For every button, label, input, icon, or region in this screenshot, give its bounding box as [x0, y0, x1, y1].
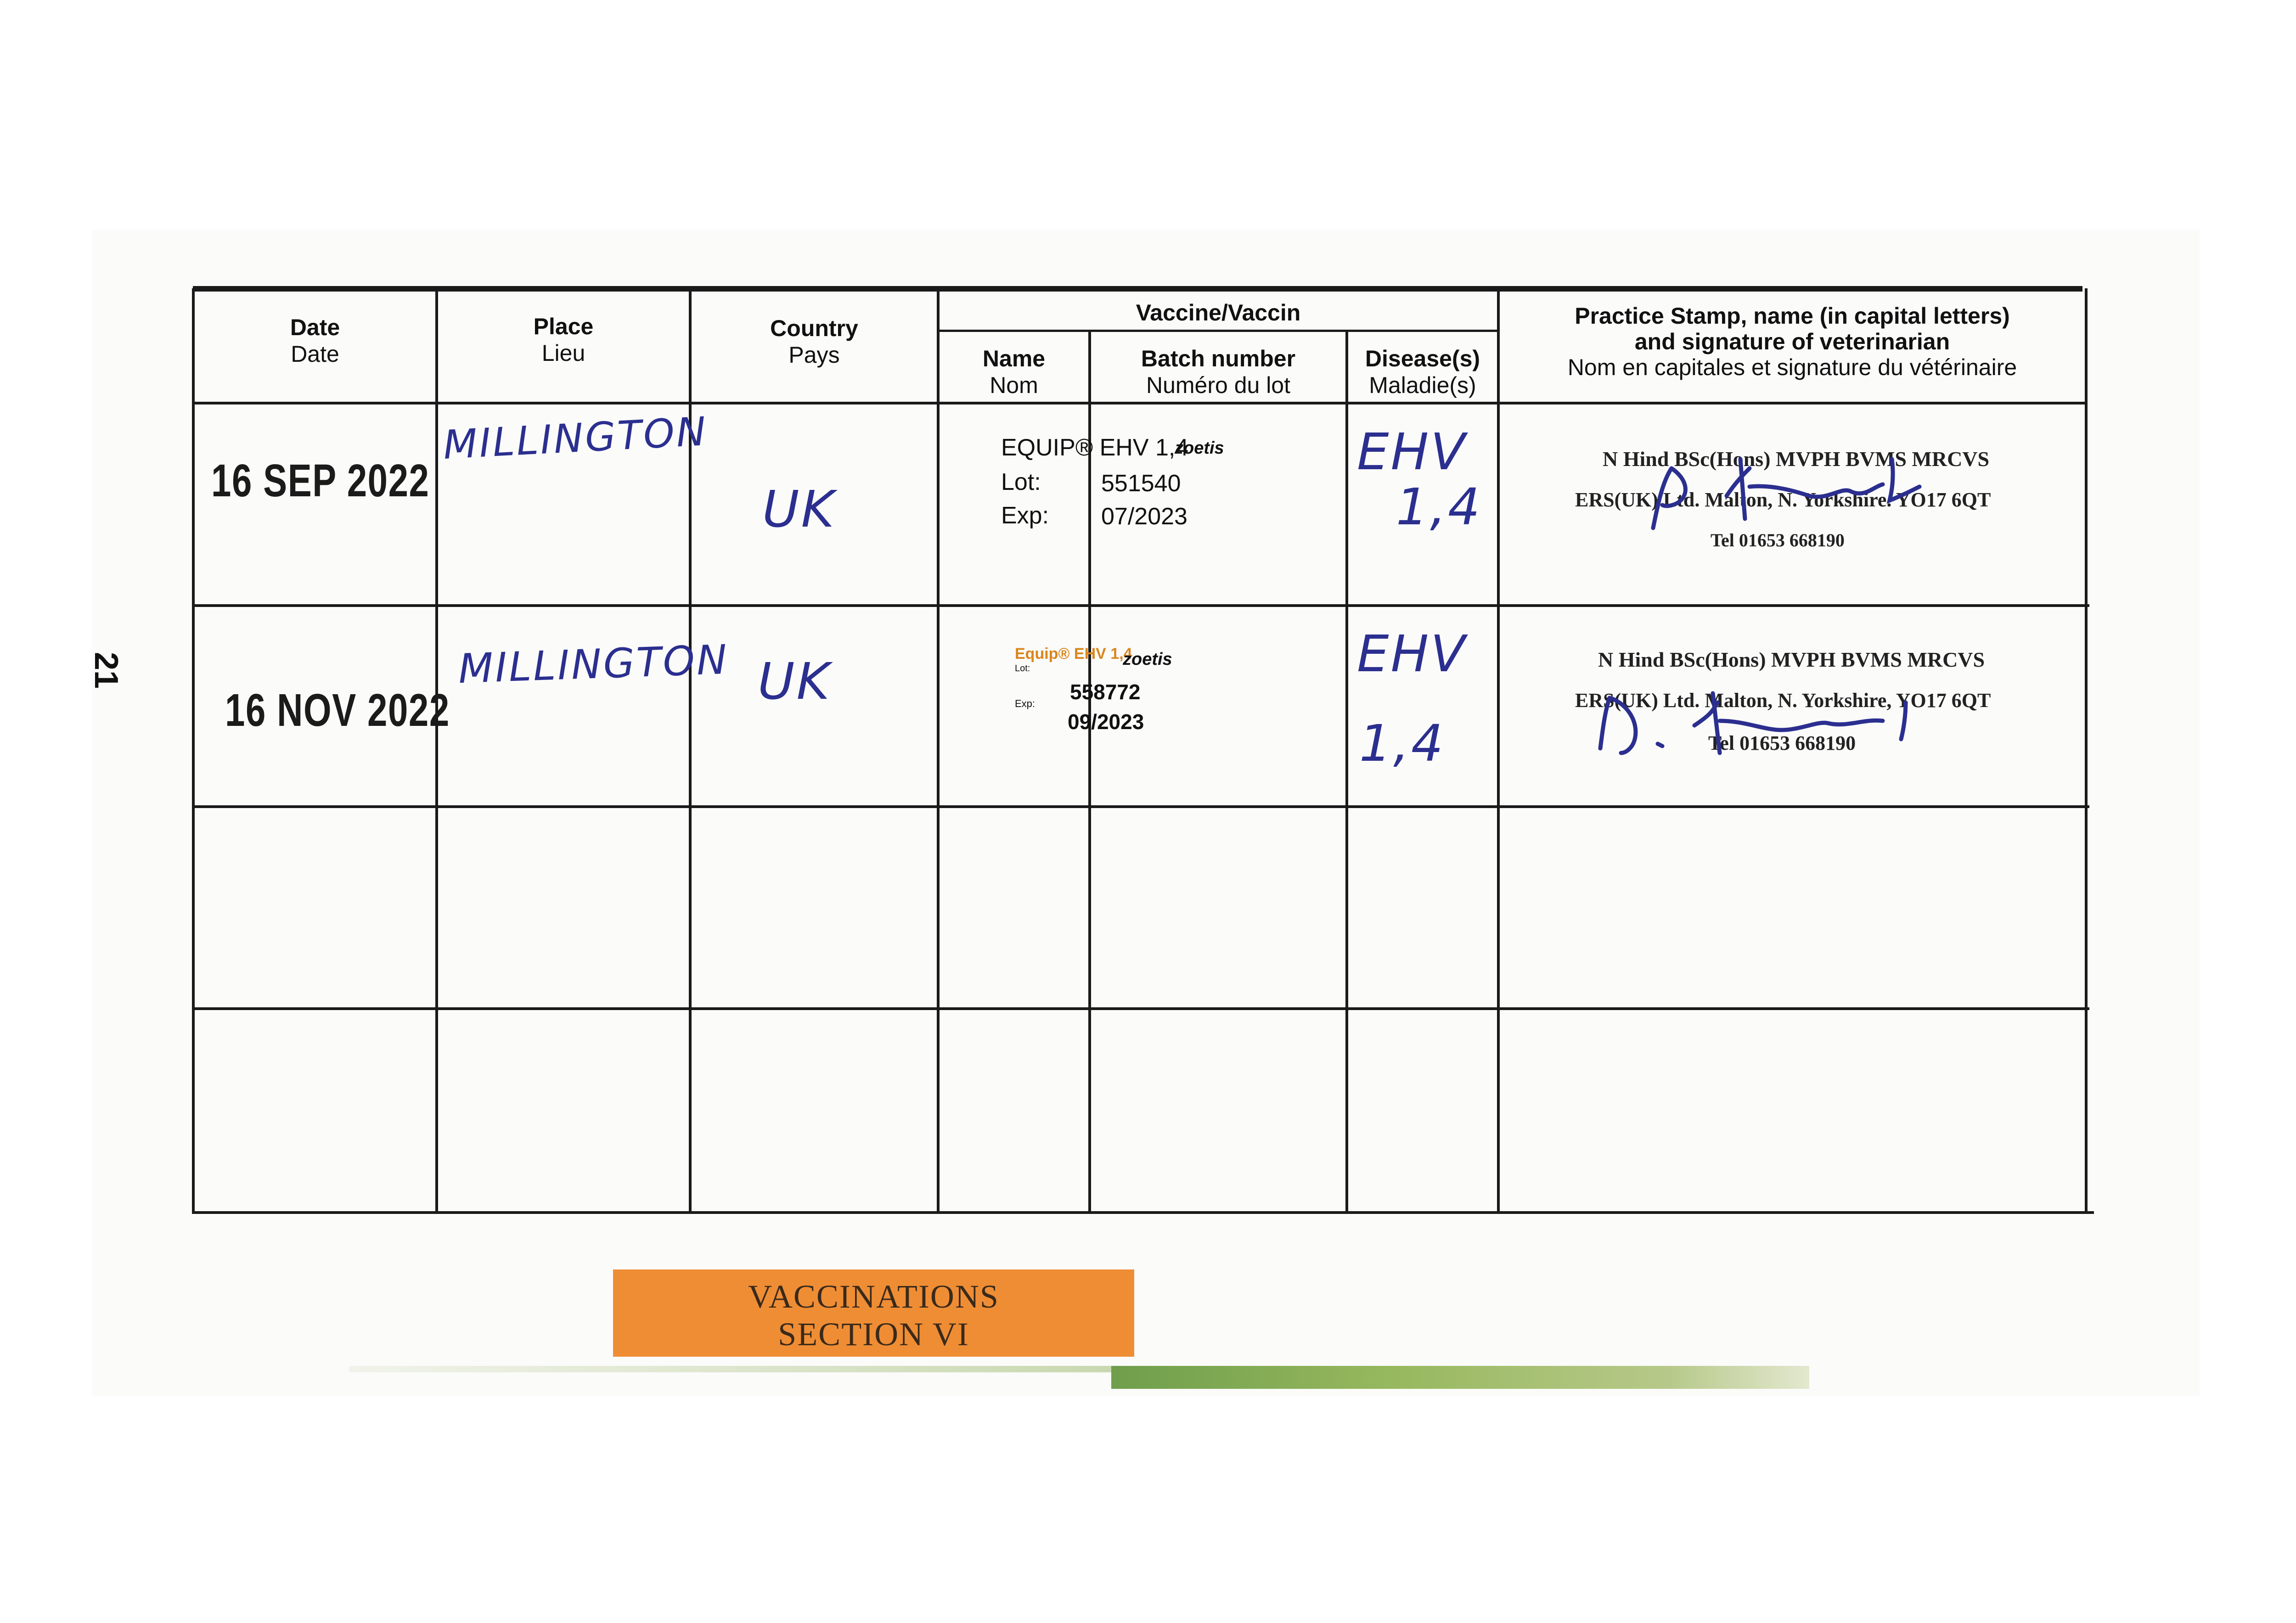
row2-country-handwritten: UK: [758, 652, 832, 711]
header-disease-fr: Maladie(s): [1369, 372, 1476, 398]
header-practice-en-1: Practice Stamp, name (in capital letters): [1575, 303, 2010, 329]
header-place-en: Place: [533, 314, 594, 339]
row2-exp-label: Exp:: [1015, 698, 1035, 709]
row2-signature-image: [1589, 684, 1919, 776]
page-edge-shading: [349, 1366, 1111, 1372]
row1-disease-line1: EHV: [1357, 422, 1467, 481]
country-vaccine-divider: [937, 288, 940, 1214]
row1-lot-number: 551540: [1101, 470, 1181, 497]
row2-lot-number: 558772: [1070, 680, 1141, 704]
row2-vaccine-product: Equip® EHV 1,4: [1015, 645, 1132, 663]
row2-bottom-rule: [193, 805, 2089, 808]
header-name-en: Name: [982, 346, 1046, 371]
row1-bottom-rule: [193, 604, 2089, 607]
header-date-fr: Date: [291, 341, 339, 367]
row1-exp-date: 07/2023: [1101, 503, 1187, 530]
header-bottom-rule: [193, 402, 2087, 404]
disease-practice-divider: [1497, 288, 1500, 1214]
row2-disease-line1: EHV: [1357, 624, 1467, 683]
row2-vaccine-brand: zoetis: [1123, 650, 1172, 669]
row2-place-handwritten: MILLINGTON: [457, 635, 730, 693]
page-number: 21: [88, 652, 124, 689]
row1-vaccine-brand: zoetis: [1175, 438, 1224, 458]
row1-lot-label: Lot:: [1001, 469, 1041, 495]
row1-vet-stamp-line2: ERS(UK) Ltd. Malton, N. Yorkshire. YO17 6QT: [1575, 489, 1991, 511]
header-name-fr: Nom: [990, 372, 1038, 398]
row1-place-handwritten: MILLINGTON: [442, 408, 709, 469]
row1-disease-line2: 1,4: [1396, 477, 1482, 536]
table-bottom-rule: [193, 1211, 2094, 1214]
header-country-en: Country: [770, 315, 858, 341]
header-practice-stamp: [1500, 303, 2085, 380]
header-practice-en-2: and signature of veterinarian: [1634, 329, 1950, 354]
row1-signature-image: [1635, 441, 1938, 542]
row1-date-stamp: 16 SEP 2022: [211, 455, 430, 506]
header-date: [195, 314, 435, 367]
page-edge-green-strip: [1111, 1366, 1809, 1389]
section-tab-line1: VACCINATIONS: [748, 1278, 999, 1315]
vaccine-subheader-rule: [937, 330, 1498, 332]
row2-lot-label: Lot:: [1015, 663, 1030, 674]
section-tab: [613, 1269, 1134, 1357]
header-vaccine: [940, 299, 1497, 326]
row1-vaccine-label: [1001, 434, 1332, 544]
date-place-divider: [435, 288, 438, 1214]
header-batch-en: Batch number: [1141, 346, 1296, 371]
row2-disease-line2: 1,4: [1359, 714, 1445, 773]
row1-exp-label: Exp:: [1001, 502, 1049, 529]
row2-vet-stamp-line2: ERS(UK) Ltd. Malton, N. Yorkshire, YO17 6QT: [1575, 689, 1991, 712]
row1-vaccine-product: EQUIP® EHV 1,4: [1001, 434, 1189, 461]
row1-vet-stamp-line3: Tel 01653 668190: [1711, 530, 1845, 550]
table-right-rule: [2085, 288, 2088, 1214]
header-vaccine-name: [940, 345, 1088, 399]
row2-vet-stamp-line1: N Hind BSc(Hons) MVPH BVMS MRCVS: [1598, 648, 1985, 671]
header-disease: [1348, 345, 1497, 399]
row2-date-stamp: 16 NOV 2022: [225, 685, 450, 736]
batch-disease-divider: [1345, 331, 1348, 1214]
header-batch-number: [1091, 345, 1345, 399]
table-left-rule: [192, 288, 195, 1214]
header-place: [438, 313, 689, 366]
section-tab-line2: SECTION VI: [778, 1316, 969, 1353]
header-date-en: Date: [290, 314, 340, 340]
header-vaccine-label: Vaccine/Vaccin: [1136, 300, 1301, 326]
table-top-rule: [193, 286, 2082, 292]
row2-vet-stamp-line3: Tel 01653 668190: [1708, 732, 1856, 754]
row1-country-handwritten: UK: [762, 480, 836, 539]
row1-vet-stamp-line1: N Hind BSc(Hons) MVPH BVMS MRCVS: [1603, 447, 1990, 471]
header-place-fr: Lieu: [541, 340, 585, 366]
header-country-fr: Pays: [788, 342, 840, 368]
header-disease-en: Disease(s): [1365, 346, 1480, 371]
header-batch-fr: Numéro du lot: [1146, 372, 1291, 398]
header-practice-fr: Nom en capitales et signature du vétérinaire: [1567, 354, 2017, 380]
row3-bottom-rule: [193, 1007, 2089, 1010]
header-country: [692, 315, 937, 368]
row2-exp-date: 09/2023: [1068, 710, 1144, 734]
row2-vaccine-label: [1010, 645, 1332, 746]
